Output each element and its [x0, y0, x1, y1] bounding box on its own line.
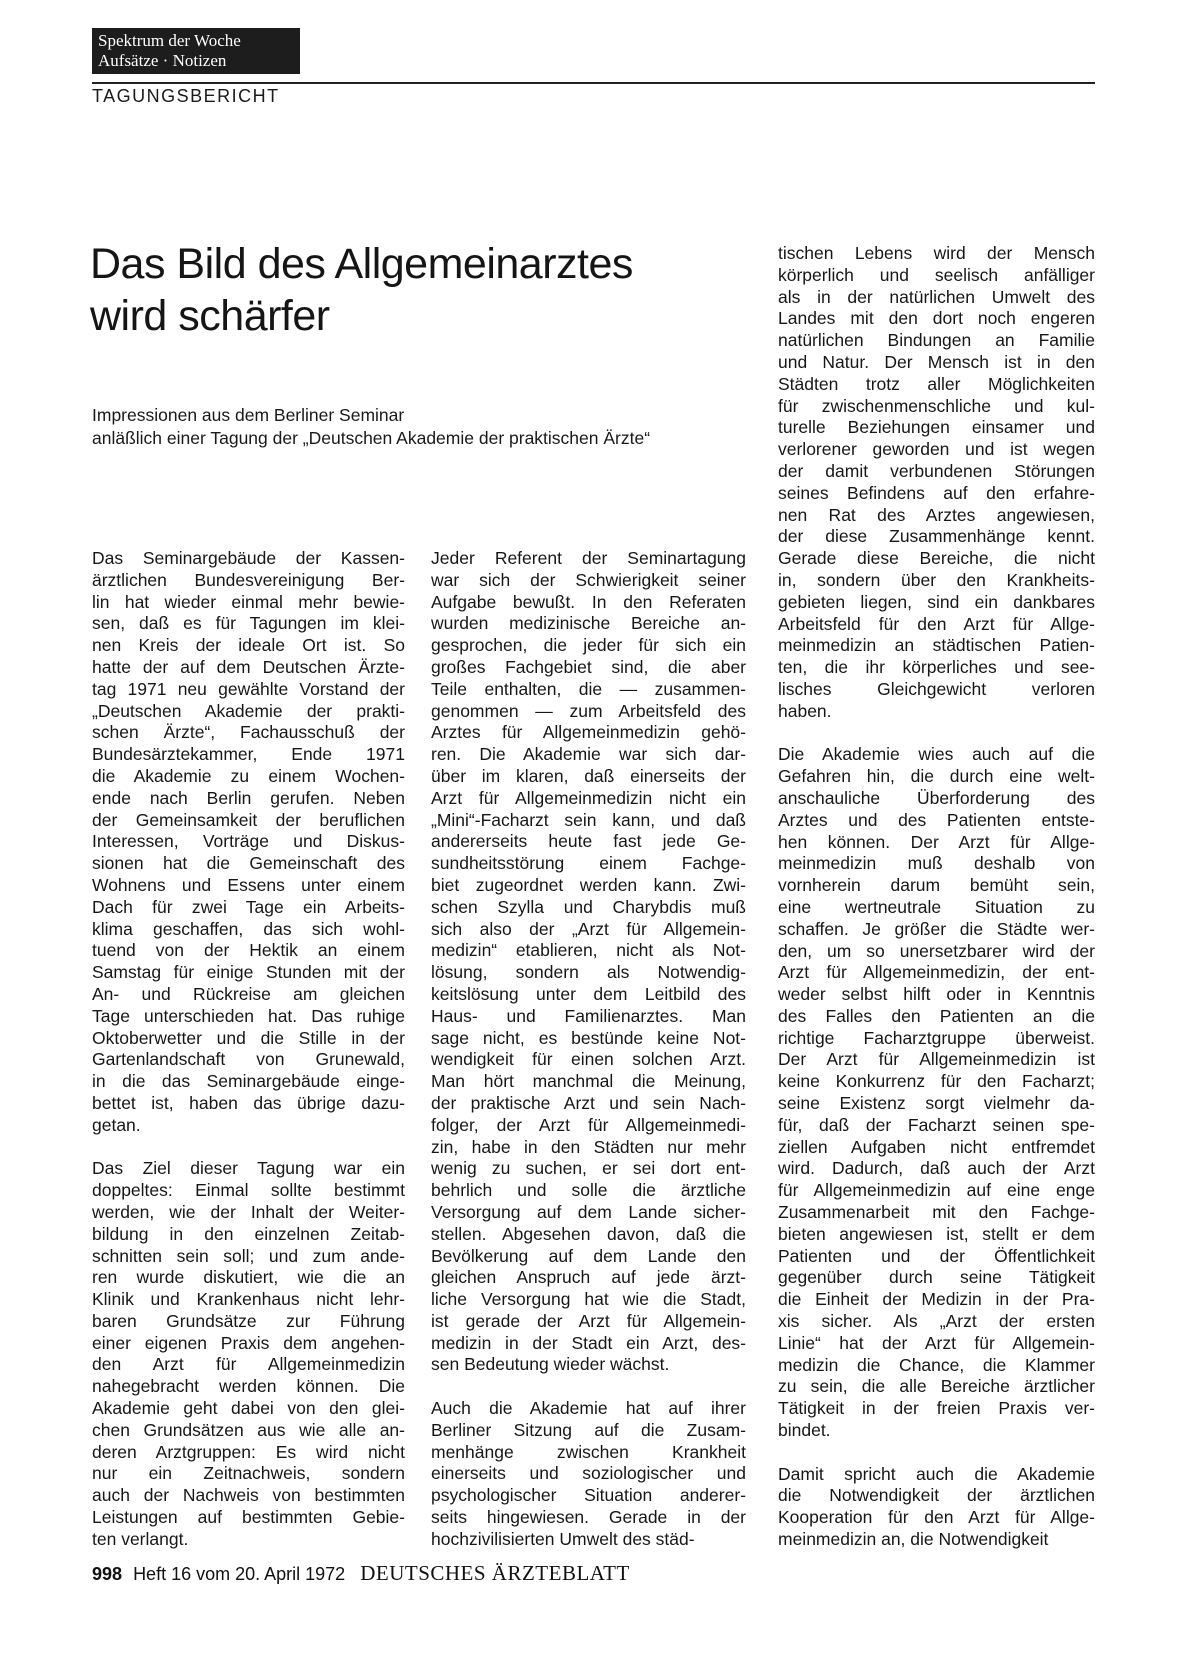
text-line: die Einheit der Medizin in der Pra- — [778, 1289, 1095, 1310]
text-line: wurden medizinische Bereiche an- — [431, 613, 746, 634]
text-line: gesprochen, die jeder für sich ein — [431, 635, 746, 656]
text-line: der praktische Arzt und sein Nach- — [431, 1092, 746, 1113]
text-line: sionen hat die Gemeinschaft des — [92, 853, 405, 874]
text-line: richtige Facharztgruppe überweist. — [778, 1027, 1095, 1048]
text-line: doppeltes: Einmal sollte bestimmt — [92, 1180, 405, 1201]
subtitle-line: Impressionen aus dem Berliner Seminar — [92, 405, 405, 425]
text-line: gegenüber durch seine Tätigkeit — [778, 1267, 1095, 1288]
text-line: Man hört manchmal die Meinung, — [431, 1071, 746, 1092]
text-line: meinmedizin an städtischen Patien- — [778, 635, 1095, 656]
text-line: verlorener geworden und ist wegen — [778, 439, 1095, 460]
section-label: TAGUNGSBERICHT — [92, 86, 280, 106]
text-line: natürlichen Bindungen an Familie — [778, 330, 1095, 351]
text-line: weder selbst hilft oder in Kenntnis — [778, 984, 1095, 1005]
text-line: Kooperation für den Arzt für Allge- — [778, 1507, 1095, 1528]
text-line: bieten angewiesen ist, stellt er dem — [778, 1223, 1095, 1244]
text-line: eine wertneutrale Situation zu — [778, 896, 1095, 917]
text-line: als in der natürlichen Umwelt des — [778, 286, 1095, 307]
page-number: 998 — [92, 1564, 123, 1584]
title-line: Das Bild des Allgemeinarztes — [90, 240, 633, 288]
text-line: Zusammenarbeit mit den Fachge- — [778, 1202, 1095, 1223]
text-line: den Arzt für Allgemeinmedizin — [92, 1354, 405, 1375]
text-line: bildung in den einzelnen Zeitab- — [92, 1223, 405, 1244]
rubric-box — [92, 28, 300, 74]
text-line: psychologischer Situation anderer- — [431, 1485, 746, 1506]
text-line: die Akademie zu einem Wochen- — [92, 765, 405, 786]
article-title — [90, 238, 633, 342]
text-line: wendigkeit für einen solchen Arzt. — [431, 1049, 746, 1070]
text-line: Arztes und des Patienten entste- — [778, 809, 1095, 830]
text-line: gebieten liegen, sind ein dankbares — [778, 591, 1095, 612]
text-line: für Allgemeinmedizin auf eine enge — [778, 1180, 1095, 1201]
text-line: Patienten und der Öffentlichkeit — [778, 1245, 1095, 1266]
text-line: Das Ziel dieser Tagung war ein — [92, 1158, 405, 1179]
text-line: bettet ist, haben das übrige dazu- — [92, 1092, 405, 1113]
text-line: meinmedizin an, die Notwendigkeit — [778, 1529, 1049, 1550]
text-line: Teile enthalten, die — zusammen- — [431, 678, 746, 699]
text-line: wenig zu suchen, er sei dort ent- — [431, 1158, 746, 1179]
text-line: behrlich und solle die ärztliche — [431, 1180, 746, 1201]
text-line: Arzt für Allgemeinmedizin nicht ein — [431, 787, 746, 808]
text-line: Interessen, Vorträge und Diskus- — [92, 831, 405, 852]
text-line: Gerade diese Bereiche, die nicht — [778, 548, 1095, 569]
text-line: Städten trotz aller Möglichkeiten — [778, 373, 1095, 394]
text-line: Dach für zwei Tage ein Arbeits- — [92, 896, 405, 917]
text-line: ende nach Berlin gerufen. Neben — [92, 787, 405, 808]
text-line: Gartenlandschaft von Grunewald, — [92, 1049, 405, 1070]
text-line: schaffen. Je größer die Städte wer- — [778, 918, 1095, 939]
text-line: genommen — zum Arbeitsfeld des — [431, 700, 746, 721]
text-line: tuend von der Hektik an einem — [92, 940, 405, 961]
header-rule — [92, 82, 1095, 84]
text-line: des Falles den Patienten an die — [778, 1005, 1095, 1026]
text-line: einerseits und soziologischer und — [431, 1463, 746, 1484]
text-line: Linie“ hat der Arzt für Allgemein- — [778, 1332, 1095, 1353]
text-line: Haus- und Familienarztes. Man — [431, 1005, 746, 1026]
text-column-3 — [778, 243, 1095, 1551]
text-column-1 — [92, 548, 405, 1551]
text-line: Jeder Referent der Seminartagung — [431, 548, 746, 568]
text-line: war sich der Schwierigkeit seiner — [431, 569, 746, 590]
text-line: der Gemeinsamkeit der beruflichen — [92, 809, 405, 830]
text-line: ren. Die Akademie war sich dar- — [431, 744, 746, 765]
paragraph — [431, 548, 746, 1376]
text-line: Arbeitsfeld für den Arzt für Allge- — [778, 613, 1095, 634]
text-line: haben. — [778, 700, 832, 721]
text-line: andererseits heute fast jede Ge- — [431, 831, 746, 852]
text-line: keine Konkurrenz für den Facharzt; — [778, 1071, 1095, 1092]
text-line: sen Bedeutung wieder wächst. — [431, 1354, 670, 1375]
text-line: ist gerade der Arzt für Allgemein- — [431, 1310, 746, 1331]
text-line: in die das Seminargebäude einge- — [92, 1071, 405, 1092]
text-line: Arzt für Allgemeinmedizin, der ent- — [778, 962, 1095, 983]
text-line: Landes mit den dort noch engeren — [778, 308, 1095, 329]
text-line: schen Szylla und Charybdis muß — [431, 896, 746, 917]
text-line: xis sicher. Als „Arzt der ersten — [778, 1311, 1095, 1332]
text-line: folger, der Arzt für Allgemeinmedi- — [431, 1114, 746, 1135]
text-line: ren wurde diskutiert, wie die an — [92, 1267, 405, 1288]
text-line: bindet. — [778, 1420, 831, 1441]
text-line: sich also der „Arzt für Allgemein- — [431, 918, 746, 939]
text-line: nen Rat des Arztes angewiesen, — [778, 504, 1095, 525]
text-line: sage nicht, es bestünde keine Not- — [431, 1027, 746, 1048]
rubric-line-1: Spektrum der Woche — [98, 31, 241, 50]
text-line: medizin die Chance, die Klammer — [778, 1354, 1095, 1375]
text-line: stellen. Abgesehen davon, daß die — [431, 1223, 746, 1244]
text-line: für, daß der Facharzt seinen spe- — [778, 1114, 1095, 1135]
text-line: der diese Zusammenhänge kennt. — [778, 526, 1095, 547]
paragraph — [778, 744, 1095, 1442]
text-line: ten, die ihr körperliches und see- — [778, 657, 1095, 678]
text-line: schnitten sein soll; und zum ande- — [92, 1245, 405, 1266]
text-line: An- und Rückreise am gleichen — [92, 983, 405, 1004]
text-line: körperlich und seelisch anfälliger — [778, 264, 1095, 285]
text-line: vornherein darum bemüht sein, — [778, 875, 1095, 896]
text-line: Tätigkeit in der freien Praxis ver- — [778, 1398, 1095, 1419]
text-line: und Natur. Der Mensch ist in den — [778, 351, 1095, 372]
text-line: ärztlichen Bundesvereinigung Ber- — [92, 569, 405, 590]
text-line: zin, habe in den Städten nur mehr — [431, 1136, 746, 1157]
text-line: Die Akademie wies auch auf die — [778, 744, 1095, 765]
text-line: biet zugeordnet werden kann. Zwi- — [431, 874, 746, 895]
text-line: Aufgabe bewußt. In den Referaten — [431, 591, 746, 612]
title-line: wird schärfer — [90, 292, 330, 340]
text-line: über im klaren, daß einerseits der — [431, 765, 746, 786]
text-line: ziellen Aufgaben nicht entfremdet — [778, 1136, 1095, 1157]
text-line: werden, wie der Inhalt der Weiter- — [92, 1201, 405, 1222]
text-line: Damit spricht auch die Akademie — [778, 1463, 1095, 1484]
text-line: großes Fachgebiet sind, die aber — [431, 656, 746, 677]
text-line: Wohnens und Essens unter einem — [92, 874, 405, 895]
text-line: klima geschaffen, das sich wohl- — [92, 918, 405, 939]
text-line: seits hingewiesen. Gerade in der — [431, 1507, 746, 1528]
text-line: anschauliche Überforderung des — [778, 787, 1095, 808]
text-line: tischen Lebens wird der Mensch — [778, 243, 1095, 263]
text-line: menhänge zwischen Krankheit — [431, 1441, 746, 1462]
text-line: Bundesärztekammer, Ende 1971 — [92, 744, 405, 765]
text-line: chen Grundsätzen aus wie alle an- — [92, 1419, 405, 1440]
text-line: turelle Beziehungen einsamer und — [778, 417, 1095, 438]
text-line: wird. Dadurch, daß auch der Arzt — [778, 1158, 1095, 1179]
paragraph — [778, 243, 1095, 723]
issue-info: Heft 16 vom 20. April 1972 — [133, 1564, 346, 1584]
text-line: den, um so unersetzbarer wird der — [778, 940, 1095, 961]
text-line: Der Arzt für Allgemeinmedizin ist — [778, 1049, 1095, 1070]
text-line: ten verlangt. — [92, 1528, 189, 1549]
text-line: keitslösung unter dem Leitbild des — [431, 983, 746, 1004]
text-line: Samstag für einige Stunden mit der — [92, 962, 405, 983]
paragraph — [92, 1158, 405, 1550]
text-line: schen Ärzte“, Fachausschuß der — [92, 722, 405, 743]
text-line: seines Befindens auf den erfahre- — [778, 482, 1095, 503]
text-line: Versorgung auf dem Lande sicher- — [431, 1201, 746, 1222]
paragraph — [778, 1464, 1095, 1551]
text-line: getan. — [92, 1114, 141, 1135]
text-line: Das Seminargebäude der Kassen- — [92, 548, 405, 568]
text-line: sundheitsstörung einem Fachge- — [431, 853, 746, 874]
text-line: tag 1971 neu gewählte Vorstand der — [92, 678, 405, 699]
text-line: Auch die Akademie hat auf ihrer — [431, 1398, 746, 1419]
text-line: einer eigenen Praxis dem angehen- — [92, 1332, 405, 1353]
article-subtitle — [92, 404, 650, 450]
text-line: hochzivilisierten Umwelt des städ- — [431, 1528, 695, 1549]
text-line: meinmedizin muß deshalb von — [778, 853, 1095, 874]
rubric-line-2: Aufsätze · Notizen — [98, 51, 227, 70]
text-line: die Notwendigkeit der ärztlichen — [778, 1485, 1095, 1506]
text-line: liche Versorgung hat wie die Stadt, — [431, 1289, 746, 1310]
text-line: nen Kreis der ideale Ort ist. So — [92, 635, 405, 656]
paragraph — [92, 548, 405, 1137]
text-line: Oktoberwetter und die Stille in der — [92, 1027, 405, 1048]
text-line: lisches Gleichgewicht verloren — [778, 678, 1095, 699]
text-line: seine Existenz sorgt vielmehr da- — [778, 1093, 1095, 1114]
page-footer — [92, 1561, 630, 1586]
text-line: in, sondern über den Krankheits- — [778, 569, 1095, 590]
text-line: Leistungen auf bestimmten Gebie- — [92, 1507, 405, 1528]
subtitle-line: anläßlich einer Tagung der „Deutschen Akademie der praktischen Ärzte“ — [92, 428, 651, 448]
text-line: medizin“ etablieren, nicht als Not- — [431, 940, 746, 961]
text-line: der damit verbundenen Störungen — [778, 460, 1095, 481]
text-line: baren Grundsätze zur Führung — [92, 1310, 405, 1331]
text-line: „Deutschen Akademie der prakti- — [92, 700, 405, 721]
text-line: zu sein, die alle Bereiche ärztlicher — [778, 1376, 1095, 1397]
text-line: deren Arztgruppen: Es wird nicht — [92, 1441, 405, 1462]
text-line: Berliner Sitzung auf die Zusam- — [431, 1419, 746, 1440]
text-line: auch der Nachweis von bestimmten — [92, 1485, 405, 1506]
text-line: Akademie geht dabei von den glei- — [92, 1398, 405, 1419]
text-line: Klinik und Krankenhaus nicht lehr- — [92, 1289, 405, 1310]
text-line: lösung, sondern als Notwendig- — [431, 962, 746, 983]
text-column-2 — [431, 548, 746, 1551]
text-line: nur ein Zeitnachweis, sondern — [92, 1463, 405, 1484]
text-line: medizin in der Stadt ein Arzt, des- — [431, 1332, 746, 1353]
text-line: gleichen Anspruch auf jede ärzt- — [431, 1267, 746, 1288]
text-line: für zwischenmenschliche und kul- — [778, 395, 1095, 416]
text-line: Tage unterschieden hat. Das ruhige — [92, 1005, 405, 1026]
text-line: hen können. Der Arzt für Allge- — [778, 831, 1095, 852]
text-line: hatte der auf dem Deutschen Ärzte- — [92, 656, 405, 677]
text-line: sen, daß es für Tagungen im klei- — [92, 613, 405, 634]
text-line: „Mini“-Facharzt sein kann, und daß — [431, 809, 746, 830]
text-line: nahegebracht werden können. Die — [92, 1376, 405, 1397]
text-line: lin hat wieder einmal mehr bewie- — [92, 591, 405, 612]
paragraph — [431, 1398, 746, 1551]
text-line: Bevölkerung auf dem Lande den — [431, 1245, 746, 1266]
text-line: Arztes für Allgemeinmedizin gehö- — [431, 722, 746, 743]
text-line: Gefahren hin, die durch eine welt- — [778, 766, 1095, 787]
journal-masthead: DEUTSCHES ÄRZTEBLATT — [360, 1561, 630, 1585]
